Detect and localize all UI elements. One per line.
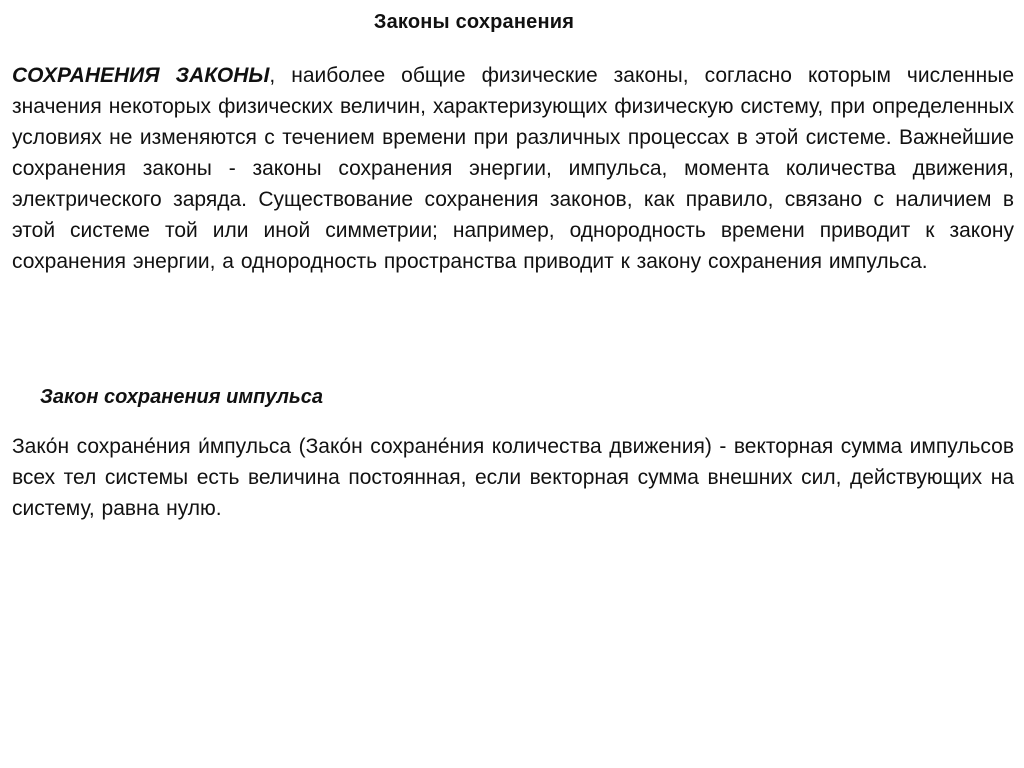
section-paragraph: Зако́н сохране́ния и́мпульса (Зако́н сохране́ния количества движения) - векторная сумма импульсов всех тел системы есть величина постоянная, если векторная сумма внешних сил, действующих на систему, равна нулю. [12, 435, 1014, 520]
slide-title: Законы сохранения [373, 11, 575, 33]
definition-paragraph [12, 60, 1014, 277]
section-heading: Закон сохранения импульса [40, 386, 324, 408]
definition-term: СОХРАНЕНИЯ ЗАКОНЫ [12, 64, 270, 87]
definition-text: , наиболее общие физические законы, согласно которым численные значения некоторых физических величин, характеризующих физическую систему, при определенных условиях не изменяются с течением времени при различных процессах в этой системе. Важнейшие сохранения законы - законы сохранения энергии, импульса, момента количества движения, электрического заряда. Существование сохранения законов, как правило, связано с наличием в этой системе той или иной симметрии; например, однородность времени приводит к закону сохранения энергии, а однородность пространства приводит к закону сохранения импульса. [12, 64, 1014, 273]
